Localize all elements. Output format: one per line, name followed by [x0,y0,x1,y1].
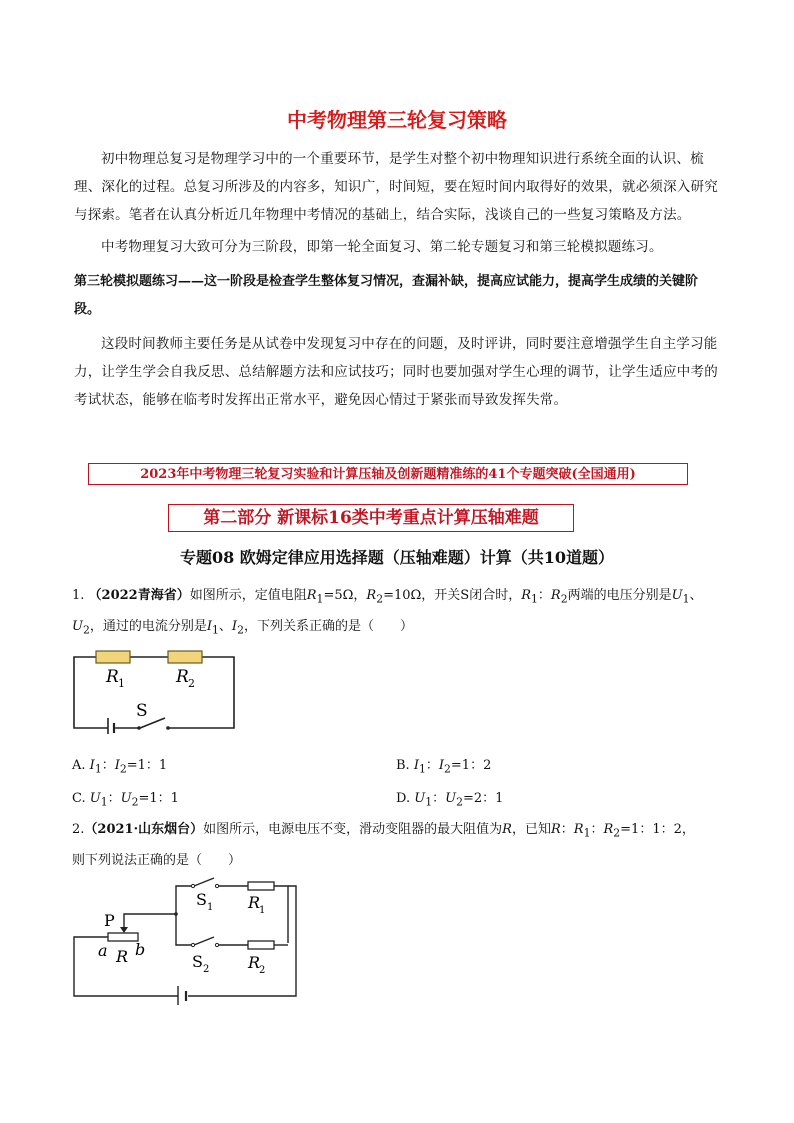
sub: 2 [456,795,463,809]
var: U [72,618,83,634]
var: I [89,758,95,773]
switch-contact [215,884,218,887]
question-source: （2022青海省） [88,588,190,603]
var: U [445,791,457,806]
wire [176,886,192,914]
resistor-r2 [248,941,274,949]
sub: 1 [316,592,324,606]
var: U [414,791,426,806]
text-segment: 、 [689,588,703,603]
var: R [502,822,512,837]
option-value: =1：1 [138,791,179,806]
switch-blade-s2 [194,937,214,945]
label-r: R [116,947,129,966]
option-label: C. [72,791,86,806]
wire [74,937,178,996]
text-segment: 如图所示，定值电阻 [189,588,307,603]
resistor-r1 [96,651,130,663]
label-r1: R [248,893,261,912]
question-number: 2. [72,822,85,837]
rheostat-r [108,933,138,941]
text-segment: ，已知 [511,822,551,837]
switch-contact [191,884,194,887]
text-segment: 、 [218,618,232,634]
var: I [114,758,120,773]
label-switch: S [136,701,148,721]
var: R [550,822,561,837]
sub: 2 [237,623,244,637]
circuit-diagram-2 [66,870,306,1005]
var: I [231,618,238,634]
switch-contact [215,943,218,946]
intro-paragraph-3: 第三轮模拟题练习——这一阶段是检查学生整体复习情况，查漏补缺，提高应试能力，提高学生成绩的关键阶段。 [74,274,699,317]
var: U [671,588,683,603]
var: R [306,588,317,603]
switch-contact [191,943,194,946]
question-source: （2021·山东烟台） [84,822,204,837]
sub: 1 [531,592,538,606]
var: R [573,822,584,837]
var: R [550,588,561,603]
sub: 2 [119,762,127,776]
text-segment: ： [537,588,551,603]
sub: 1 [682,592,690,606]
label-s1-sub: 1 [207,902,214,913]
series-banner: 2023年中考物理三轮复习实验和计算压轴及创新题精准练的41个专题突破(全国通用) [88,463,688,485]
sub: 1 [94,762,102,776]
option-b[interactable] [396,754,491,776]
label-r1-sub: 1 [118,677,125,690]
question-1-text [72,582,722,643]
label-r2: R [248,953,261,972]
sub: 1 [425,795,433,809]
text-segment: =5Ω， [323,588,367,603]
switch-contact [137,726,141,730]
junction [174,912,178,916]
option-value: =2：1 [462,791,504,806]
resistor-r1 [248,882,274,890]
question-2-text [72,816,722,874]
var: I [413,758,419,773]
text-segment: ，下列关系正确的是（ ） [243,618,413,634]
label-r2-sub: 2 [259,965,266,976]
option-c[interactable] [72,787,179,809]
label-a: a [98,941,108,960]
text-segment: 两端的电压分别是 [567,588,672,603]
switch-contact [166,726,170,730]
label-p: P [104,911,115,930]
wire [176,914,192,945]
var: I [438,758,445,773]
sub: 2 [560,592,568,606]
text-segment: ： [590,822,604,837]
sub: 1 [418,762,426,776]
sub: 2 [131,795,139,809]
intro-paragraph-1: 初中物理总复习是物理学习中的一个重要环节，是学生对整个初中物理知识进行系统全面的认识、梳理、深化的过程。总复习所涉及的内容多，知识广，时间短，要在短时间内取得好的效果，就必须深入研究与探索。笔者在认真分析近几年物理中考情况的基础上，结合实际，浅谈自己的一些复习策略及方法。 [74,151,718,223]
question-number: 1. [72,588,85,603]
option-label: A. [72,758,86,773]
label-b: b [135,940,146,959]
sub: 2 [82,623,90,637]
option-a[interactable] [72,754,167,776]
text-segment: ： [101,758,115,773]
resistor-r2 [168,651,202,663]
var: I [206,618,213,634]
option-label: B. [396,758,410,773]
wire-slider [124,914,176,928]
var: R [521,588,531,603]
label-s2-sub: 2 [203,964,210,975]
slider-arrow [120,927,128,933]
label-r2-sub: 2 [188,677,195,690]
text-segment: ： [432,791,446,806]
option-label: D. [396,791,411,806]
option-value: =1：2 [450,758,492,773]
switch-blade-s1 [194,878,214,886]
intro-paragraph-2: 中考物理复习大致可分为三阶段，即第一轮全面复习、第二轮专题复习和第三轮模拟题练习。 [101,239,663,255]
label-r2: R [176,667,189,687]
var: U [89,791,101,806]
part-banner: 第二部分 新课标16类中考重点计算压轴难题 [168,504,574,532]
label-r1-sub: 1 [259,905,266,916]
intro-paragraph-4: 这段时间教师主要任务是从试卷中发现复习中存在的问题，及时评讲，同时要注意增强学生自主学习能力，让学生学会自我反思、总结解题方法和应试技巧；同时也要加强对学生心理的调节，让学生适应中考的考试状态，能够在临考时发挥出正常水平，避免因心情过于紧张而导致发挥失常。 [74,336,718,408]
label-r1: R [106,667,119,687]
page-title: 中考物理第三轮复习策略 [287,108,507,132]
text-segment: =1：1：2， [620,822,695,837]
wire [274,886,288,943]
sub: 1 [583,826,591,840]
text-segment: ： [425,758,439,773]
sub: 2 [376,592,384,606]
wire [74,657,108,728]
var: U [120,791,132,806]
option-d[interactable] [396,787,503,809]
text-segment: 则下列说法正确的是（ ） [72,852,242,868]
label-s1: S [196,890,207,909]
sub: 1 [212,623,219,637]
text-segment: ： [560,822,574,837]
sub: 1 [100,795,108,809]
sub: 2 [613,826,621,840]
var: R [603,822,614,837]
circuit-diagram-1 [66,642,246,734]
text-segment: ，通过的电流分别是 [89,618,207,634]
var: R [366,588,377,603]
topic-heading: 专题08 欧姆定律应用选择题（压轴难题）计算（共10道题） [179,548,615,567]
text-segment: 如图所示，电源电压不变，滑动变阻器的最大阻值为 [203,822,503,837]
text-segment: =10Ω，开关S闭合时， [383,588,522,603]
label-s2: S [192,952,203,971]
text-segment: ： [107,791,121,806]
option-value: =1：1 [126,758,168,773]
sub: 2 [444,762,451,776]
